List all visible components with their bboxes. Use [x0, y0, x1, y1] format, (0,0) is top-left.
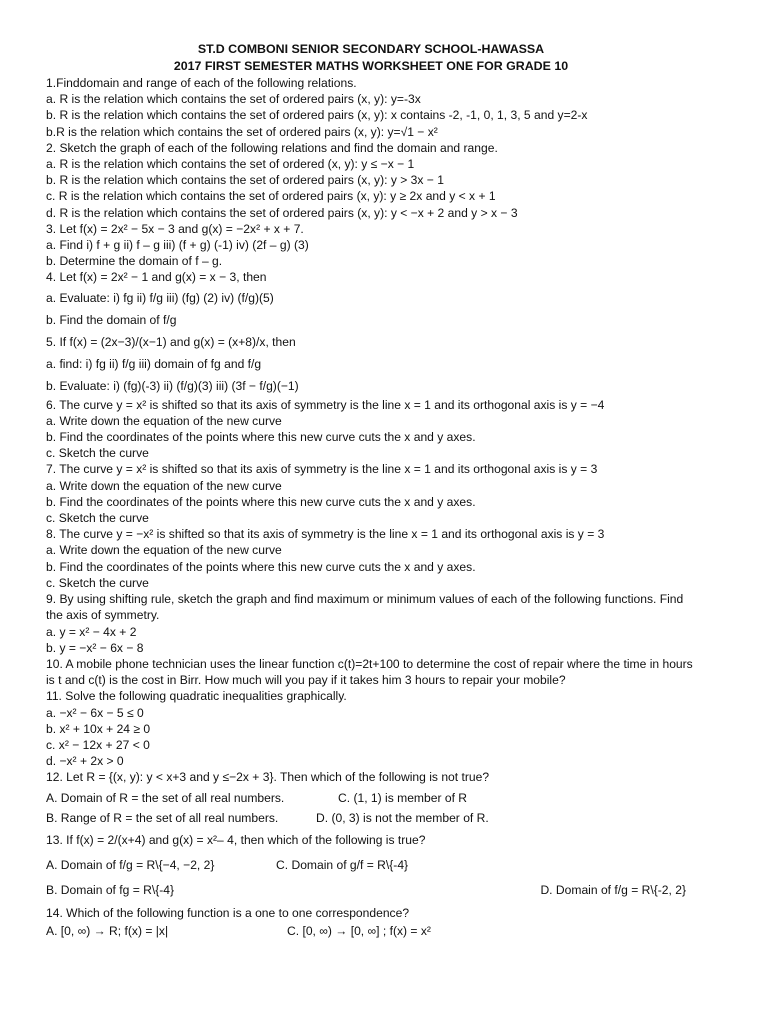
- question-6: 6. The curve y = x² is shifted so that its axis of symmetry is the line x = 1 and its orthogonal axis is y = −4: [46, 397, 605, 412]
- question-11b: b. x² + 10x + 24 ≥ 0: [46, 721, 151, 736]
- option-13d: D. Domain of f/g = R\{-2, 2}: [540, 883, 686, 898]
- option-13a: A. Domain of f/g = R\{−4, −2, 2}: [46, 858, 215, 873]
- question-8: 8. The curve y = −x² is shifted so that its axis of symmetry is the line x = 1 and its orthogonal axis is y = 3: [46, 527, 605, 542]
- question-4b: b. Find the domain of f/g: [46, 312, 177, 327]
- option-14a: A. [0, ∞) → R; f(x) = |x|: [46, 923, 169, 938]
- question-7: 7. The curve y = x² is shifted so that its axis of symmetry is the line x = 1 and its orthogonal axis is y = 3: [46, 462, 598, 477]
- question-8c: c. Sketch the curve: [46, 575, 149, 590]
- question-6b: b. Find the coordinates of the points where this new curve cuts the x and y axes.: [46, 430, 476, 445]
- question-6a: a. Write down the equation of the new curve: [46, 413, 282, 428]
- question-8a: a. Write down the equation of the new curve: [46, 543, 282, 558]
- question-12-options-row-1: [46, 790, 696, 806]
- option-14c: C. [0, ∞) → [0, ∞] ; f(x) = x²: [287, 923, 431, 938]
- question-1: 1.Finddomain and range of each of the following relations.: [46, 76, 357, 90]
- question-11: 11. Solve the following quadratic inequalities graphically.: [46, 689, 347, 704]
- option-13b: B. Domain of fg = R\{-4}: [46, 883, 175, 898]
- question-11c: c. x² − 12x + 27 < 0: [46, 737, 150, 752]
- question-9: 9. By using shifting rule, sketch the graph and find maximum or minimum values of each of the following functions. Find the axis of symmetry.: [46, 592, 684, 623]
- question-1b: b. R is the relation which contains the set of ordered pairs (x, y): x contains -2, -1, 0, 1, 3, 5 and y=2-x: [46, 108, 588, 123]
- question-7b: b. Find the coordinates of the points where this new curve cuts the x and y axes.: [46, 494, 476, 509]
- question-8b: b. Find the coordinates of the points where this new curve cuts the x and y axes.: [46, 559, 476, 574]
- question-3b: b. Determine the domain of f – g.: [46, 254, 223, 269]
- option-12c: C. (1, 1) is member of R: [338, 790, 468, 805]
- question-12: 12. Let R = {(x, y): y < x+3 and y ≤−2x + 3}. Then which of the following is not true?: [46, 770, 490, 785]
- question-2c: c. R is the relation which contains the set of ordered pairs (x, y): y ≥ 2x and y < x + 1: [46, 189, 496, 204]
- question-13: 13. If f(x) = 2/(x+4) and g(x) = x²– 4, then which of the following is true?: [46, 832, 426, 847]
- question-13-options-row-2: [46, 882, 696, 898]
- question-12-options-row-2: [46, 810, 696, 826]
- question-1c: b.R is the relation which contains the set of ordered pairs (x, y): y=√1 − x²: [46, 124, 438, 139]
- option-12b: B. Range of R = the set of all real numbers.: [46, 810, 279, 825]
- question-14: 14. Which of the following function is a one to one correspondence?: [46, 905, 410, 920]
- question-2: 2. Sketch the graph of each of the following relations and find the domain and range.: [46, 140, 498, 155]
- question-1a: a. R is the relation which contains the set of ordered pairs (x, y): y=-3x: [46, 92, 421, 107]
- question-7c: c. Sketch the curve: [46, 511, 149, 526]
- question-4: 4. Let f(x) = 2x² − 1 and g(x) = x − 3, then: [46, 270, 267, 285]
- question-3a: a. Find i) f + g ii) f – g iii) (f + g) (-1) iv) (2f – g) (3): [46, 238, 309, 253]
- question-7a: a. Write down the equation of the new curve: [46, 478, 282, 493]
- question-4a: a. Evaluate: i) fg ii) f/g iii) (fg) (2) iv) (f/g)(5): [46, 290, 274, 305]
- question-5a: a. find: i) fg ii) f/g iii) domain of fg and f/g: [46, 357, 262, 372]
- option-13c: C. Domain of g/f = R\{-4}: [276, 858, 409, 873]
- question-5b: b. Evaluate: i) (fg)(-3) ii) (f/g)(3) iii) (3f − f/g)(−1): [46, 379, 299, 394]
- option-12a: A. Domain of R = the set of all real numbers.: [46, 790, 285, 805]
- question-2a: a. R is the relation which contains the set of ordered (x, y): y ≤ −x − 1: [46, 157, 415, 172]
- question-11a: a. −x² − 6x − 5 ≤ 0: [46, 705, 144, 720]
- option-12d: D. (0, 3) is not the member of R.: [316, 810, 489, 825]
- question-3: 3. Let f(x) = 2x² − 5x − 3 and g(x) = −2x² + x + 7.: [46, 221, 304, 236]
- school-name: ST.D COMBONI SENIOR SECONDARY SCHOOL-HAWASSA: [197, 42, 545, 56]
- question-6c: c. Sketch the curve: [46, 446, 149, 461]
- question-2b: b. R is the relation which contains the set of ordered pairs (x, y): y > 3x − 1: [46, 173, 444, 188]
- question-13-options-row-1: [46, 857, 696, 873]
- question-9b: b. y = −x² − 6x − 8: [46, 640, 144, 655]
- question-2d: d. R is the relation which contains the set of ordered pairs (x, y): y < −x + 2 and y > x − 3: [46, 205, 518, 220]
- worksheet-title: 2017 FIRST SEMESTER MATHS WORKSHEET ONE FOR GRADE 10: [173, 59, 569, 73]
- question-11d: d. −x² + 2x > 0: [46, 754, 124, 769]
- question-9a: a. y = x² − 4x + 2: [46, 624, 137, 639]
- question-14-options-row: [46, 923, 696, 939]
- question-10: 10. A mobile phone technician uses the linear function c(t)=2t+100 to determine the cost of repair where the time in hours is t and c(t) is the cost in Birr. How much will you pay if it takes him 3 hours to repair your mobile?: [46, 656, 693, 688]
- question-5: 5. If f(x) = (2x−3)/(x−1) and g(x) = (x+8)/x, then: [46, 335, 296, 350]
